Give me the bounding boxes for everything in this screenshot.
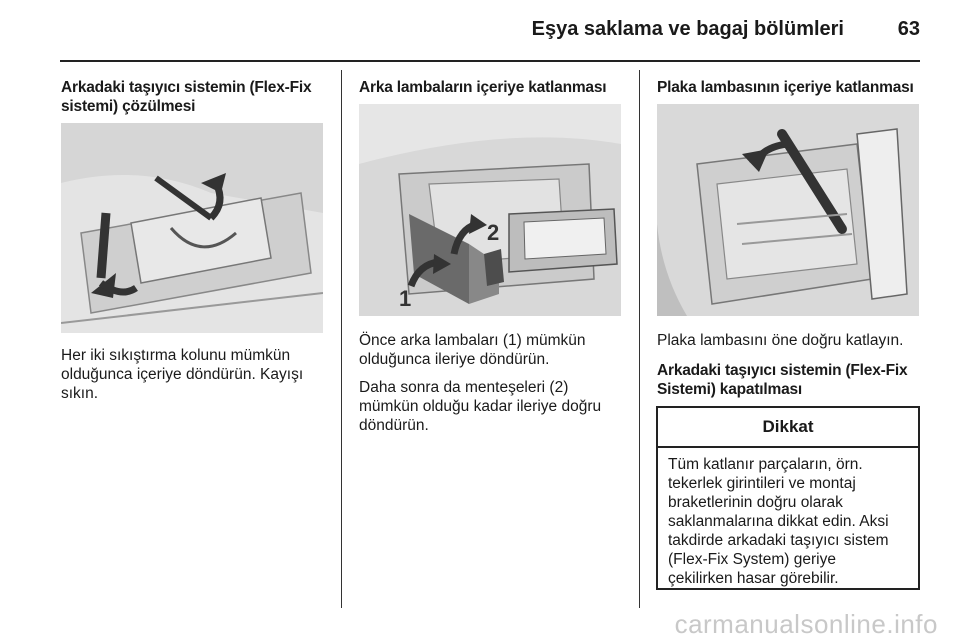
column-1-text [61,346,331,403]
text-line: Her iki sıkıştırma kolunu mümkün [61,347,291,364]
column-divider-1 [341,70,342,608]
page-number: 63 [897,18,920,40]
figure-label-1: 1 [399,286,412,311]
figure-plate-lamp-drawing [657,104,919,316]
caution-title: Dikkat [658,408,918,448]
text-line: Daha sonra da menteşeleri (2) [359,379,569,396]
figure-tail-lamps [359,104,621,316]
figure-clamp-levers [61,123,323,333]
section-heading-close [657,361,927,399]
column-1 [61,78,331,116]
heading-line: Arka lambaların içeriye katlanması [359,79,607,96]
section-heading-release [61,78,331,116]
text-line: sıkın. [61,385,99,402]
watermark: carmanualsonline.info [674,609,938,639]
header-rule [60,60,920,62]
caution-body [658,448,918,595]
text-line: braketlerinin doğru olarak [668,494,843,511]
text-line: (Flex-Fix System) geriye [668,551,836,568]
column-2-text [359,331,629,435]
text-line: döndürün. [359,417,429,434]
heading-line: Arkadaki taşıyıcı sistemin (Flex-Fix [657,362,908,379]
section-heading-tail-lamps [359,78,629,97]
text-line: mümkün olduğu kadar ileriye doğru [359,398,602,415]
column-divider-2 [639,70,640,608]
figure-label-2: 2 [487,220,500,245]
heading-line: sistemi) çözülmesi [61,98,196,115]
heading-line: Arkadaki taşıyıcı sistemin (Flex-Fix [61,79,312,96]
header-title: Eşya saklama ve bagaj bölümleri [531,18,844,40]
text-line: olduğunca ileriye döndürün. [359,351,550,368]
column-3 [657,78,927,97]
column-2 [359,78,629,97]
caution-box [656,406,920,590]
figure-clamp-levers-drawing [61,123,323,333]
figure-plate-lamp [657,104,919,316]
paragraph-step-1 [359,331,629,369]
text-line: Plaka lambasını öne doğru katlayın. [657,332,904,349]
text-line: saklanmalarına dikkat edin. Aksi [668,513,889,530]
paragraph-step-2 [359,378,629,435]
paragraph-release [61,346,331,403]
heading-line: Plaka lambasının içeriye katlanması [657,79,914,96]
text-line: çekilirken hasar görebilir. [668,570,839,587]
text-line: takdirde arkadaki taşıyıcı sistem [668,532,889,549]
paragraph-plate-lamp [657,331,927,350]
text-line: tekerlek girintileri ve montaj [668,475,856,492]
page-header [60,14,920,60]
text-line: Tüm katlanır parçaların, örn. [668,456,863,473]
figure-tail-lamps-drawing [359,104,621,316]
heading-line: Sistemi) kapatılması [657,381,803,398]
column-3-text [657,331,927,399]
text-line: olduğunca içeriye döndürün. Kayışı [61,366,304,383]
section-heading-plate-lamp [657,78,927,97]
text-line: Önce arka lambaları (1) mümkün [359,332,586,349]
